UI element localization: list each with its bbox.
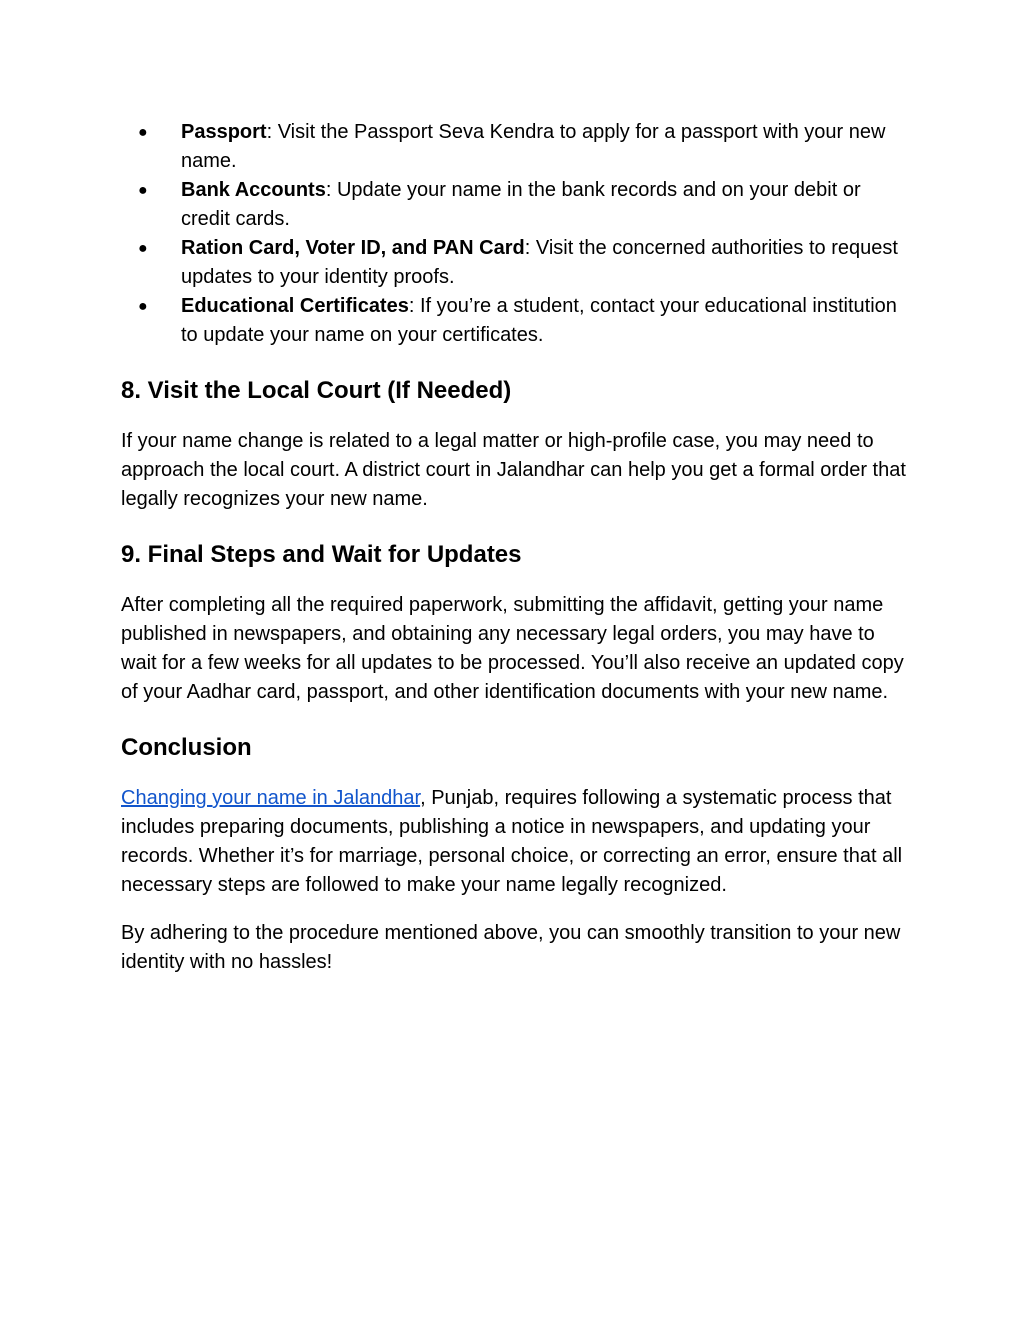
list-item-text: : Update your name in the bank records and on your debit or credit cards. (181, 179, 861, 230)
list-item (121, 234, 911, 292)
section-8-heading: 8. Visit the Local Court (If Needed) (121, 377, 512, 404)
list-item (121, 118, 911, 176)
section-9-paragraph: After completing all the required paperwork, submitting the affidavit, getting your name published in newspapers, and obtaining any necessary legal orders, you may have to wait for a few weeks for all updates to be processed. You’ll also receive an updated copy of your Aadhar card, passport, and other identification documents with your new name. (121, 594, 904, 703)
bullet-icon: ● (138, 240, 148, 257)
list-item (121, 176, 911, 234)
document-page (121, 118, 911, 977)
bullet-icon: ● (138, 124, 148, 141)
list-item-term: Passport (181, 121, 267, 143)
conclusion-heading: Conclusion (121, 734, 252, 761)
bullet-icon: ● (138, 298, 148, 315)
section-8-paragraph: If your name change is related to a legal matter or high-profile case, you may need to approach the local court. A district court in Jalandhar can help you get a formal order that legally recognizes your new name. (121, 430, 906, 510)
section-9-heading: 9. Final Steps and Wait for Updates (121, 541, 522, 568)
conclusion-paragraph-2: By adhering to the procedure mentioned above, you can smoothly transition to your new identity with no hassles! (121, 922, 901, 973)
bullet-icon: ● (138, 182, 148, 199)
list-item-term: Bank Accounts (181, 179, 326, 201)
conclusion-paragraph-1 (121, 784, 911, 900)
list-item-term: Educational Certificates (181, 295, 409, 317)
jalandhar-name-change-link[interactable]: Changing your name in Jalandhar (121, 787, 421, 809)
list-item-text: : Visit the concerned authorities to request updates to your identity proofs. (181, 237, 898, 288)
list-item-text: : If you’re a student, contact your educational institution to update your name on your certificates. (181, 295, 897, 346)
list-item-term: Ration Card, Voter ID, and PAN Card (181, 237, 525, 259)
document-bullet-list (121, 118, 911, 350)
list-item-text: : Visit the Passport Seva Kendra to apply for a passport with your new name. (181, 121, 886, 172)
list-item (121, 292, 911, 350)
conclusion-paragraph-1-text: , Punjab, requires following a systematic process that includes preparing documents, publishing a notice in newspapers, and updating your records. Whether it’s for marriage, personal choice, or correcting an error, ensure that all necessary steps are followed to make your name legally recognized. (121, 787, 903, 896)
